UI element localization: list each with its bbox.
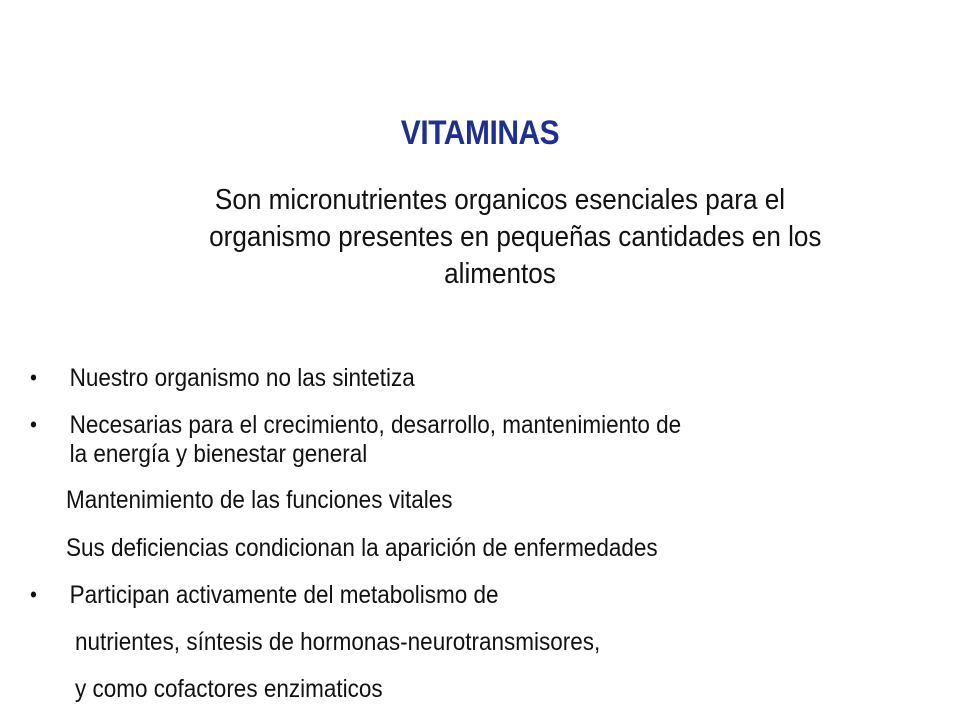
bullet-text-2-line-2: la energía y bienestar general	[69, 440, 368, 468]
bullet-marker: •	[30, 365, 37, 390]
bullet-text-3-line-1: Participan activamente del metabolismo de	[69, 581, 499, 609]
intro-paragraph	[113, 182, 887, 293]
slide-title: VITAMINAS	[400, 114, 560, 152]
sub-text-2: Sus deficiencias condicionan la aparición de enfermedades	[66, 534, 658, 562]
intro-line-3: alimentos	[444, 258, 556, 290]
bullet-text-3-line-2: nutrientes, síntesis de hormonas-neurotransmisores,	[75, 628, 601, 656]
bullet-text-1: Nuestro organismo no las sintetiza	[69, 364, 415, 392]
bullet-marker: •	[30, 412, 37, 437]
bullet-marker: •	[30, 582, 37, 607]
intro-line-2: organismo presentes en pequeñas cantidades en los	[209, 221, 822, 253]
bullet-text-3-line-3: y como cofactores enzimaticos	[75, 675, 383, 703]
bullet-text-2-line-1: Necesarias para el crecimiento, desarrollo, mantenimiento de	[69, 411, 682, 439]
intro-line-1: Son micronutrientes organicos esenciales para el	[214, 184, 786, 216]
sub-text-1: Mantenimiento de las funciones vitales	[66, 486, 453, 514]
